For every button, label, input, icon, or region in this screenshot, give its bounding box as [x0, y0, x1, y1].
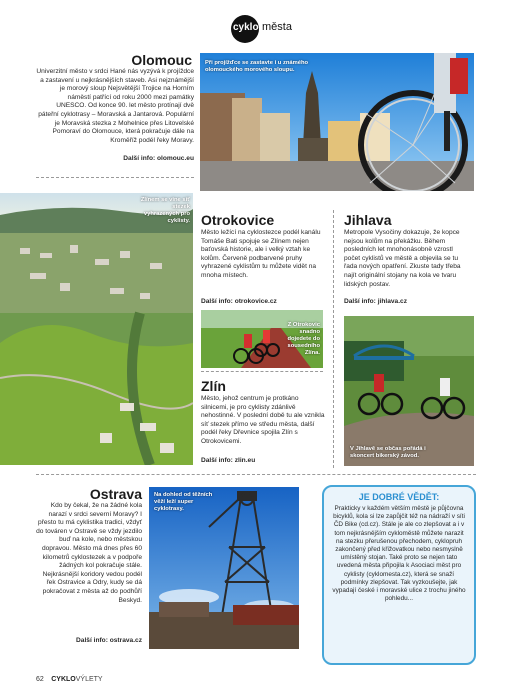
section-logo [228, 14, 318, 44]
aerial-photo-caption: Zlínem se vine síť stezek vyhrazených pro cyklisty. [140, 197, 190, 224]
jihlava-text: Metropole Vysočiny dokazuje, že kopce nejsou kolům na překážku. Během posledních let mnohonásobně vzrostl počet cyklistů ve městě a objevila se tu řada nových opatření. Zkuste tady třeba najít originální stojany na kola ve tvaru lidských postav. [344, 229, 461, 288]
tip-box [322, 485, 476, 665]
olomouc-photo-caption: Při projížďce se zastavte i u známého olomouckého morového sloupu. [205, 60, 309, 73]
page-footer [36, 668, 103, 683]
zlin-text: Město, jehož centrum je protkáno silnicemi, je pro cyklisty zdánlivě nehostinné. V poslední době tu ale vznikla síť stezek přímo ve středu města, další podél řeky Dřevnice spojila Zlín s Otrokovicemi. [201, 395, 325, 445]
otrokovice-info: Další info: otrokovice.cz [201, 298, 277, 305]
ostrava-title: Ostrava [89, 486, 142, 502]
zlin-title: Zlín [201, 378, 226, 394]
olomouc-info: Další info: olomouc.eu [123, 155, 194, 162]
tip-box-text: Prakticky v každém větším městě je půjčovna bicyklů, kola si lze zapůjčit též na nádraží v síti ČD Bike (cd.cz). Stále je ale co zlepšovat a i v tom nejkrásnějším cykloměstě můžete narazit na stezku přerušenou přechodem, cyklopruh zakončený před křižovatkou nebo nesmyslně umístěný stojan. Také proto se nejen tato uvedená města připojila k Asociaci měst pro cyklisty (cyklomesta.cz), která se snaží podmínky zlepšovat. Tak vyzkoušejte, jak vypadají české i moravské ulice z trochu jiného pohledu... [332, 505, 466, 603]
jihlava-photo-caption: V Jihlavě se občas pořádá i skoncert bikerský závod. [350, 446, 426, 459]
otrokovice-text: Město ležící na cyklostezce podél kanálu Tomáše Bati spojuje se Zlínem nejen baťovská historie, ale i velký vztah ke kolům. Červeně podbarvené pruhy vyhrazené cyklistům tu můžete vidět na mnoha místech. [201, 229, 321, 279]
zlin-aerial-photo [0, 193, 193, 465]
ostrava-photo-caption: Na dohled od těžních věží leží super cyklotrasy. [154, 492, 213, 512]
tip-box-title: JE DOBRÉ VĚDĚT: [358, 492, 440, 502]
logo-word: cyklo [233, 22, 259, 33]
jihlava-info: Další info: jihlava.cz [344, 298, 408, 305]
divider-otrokovice [201, 371, 323, 372]
divider-olomouc [36, 177, 194, 178]
ostrava-text: Kdo by čekal, že na žádné kola narazí v srdci severní Moravy? I přesto tu má cyklistika tradici, vždyť do továren v Ostravě se vždy jezdilo buď na kole, nebo městskou dopravou. Město má dnes přes 60 kilometrů cyklostezek a v podpoře žádných kol pokračuje stále. Nejkrásnější koridory vedou podél řek Ostravice a Odry, kudy se dá pokračovat z města až do podhůří Beskyd. [36, 502, 142, 604]
magazine-name-bold: CYKLO [51, 676, 76, 683]
divider-main [36, 474, 476, 475]
ostrava-info: Další info: ostrava.cz [76, 637, 142, 644]
zlin-info: Další info: zlin.eu [201, 457, 256, 464]
olomouc-title: Olomouc [131, 52, 192, 68]
page-number: 62 [36, 676, 44, 683]
olomouc-text: Univerzitní město v srdci Hané nás vyzývá k projíždce a zastavení u nejkrásnějších staveb. Asi nejznámější je morový sloup Nejsvětější Trojice na Horním náměstí patřící od roku 2000 mezi památky UNESCO. Od konce 90. let město protínají dvě páteřní cyklotrasy – Moravská a Jantarová. Populární je Moravská stezka z Mohelnice přes Litovelské Pomoraví do Olomouce, která pokračuje dále na Kroměříž podél řeky Moravy. [36, 68, 194, 144]
otrokovice-title: Otrokovice [201, 212, 275, 228]
divider-columns [333, 210, 334, 468]
jihlava-title: Jihlava [344, 212, 392, 228]
otrokovice-photo-caption: Z Otrokovic snadno dojedete do sousedního Zlína. [287, 322, 320, 356]
jihlava-photo [344, 316, 474, 466]
magazine-name-light: VÝLETY [75, 676, 103, 683]
section-word: města [262, 21, 292, 33]
